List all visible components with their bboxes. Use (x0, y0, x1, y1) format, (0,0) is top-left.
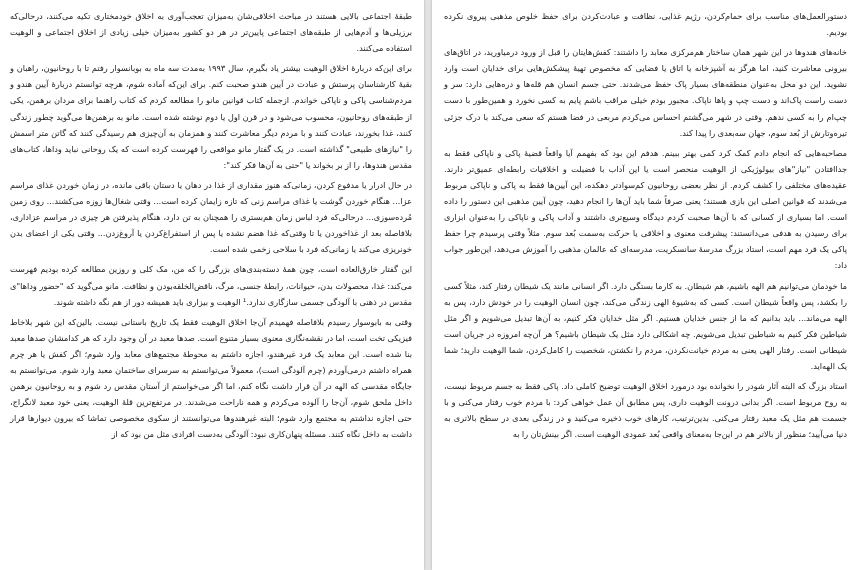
left-paragraph-5: وقتی به بابوسوار رسیدم بلافاصله فهمیدم آن‌جا اخلاق الوهیت فقط یک تاریخ باستانی نیست. بالین‌که این شهر بلاخاط فیزیکی تخت است، اما در نقشه‌نگاری معنوی بسیار متنوع است. صدها معبد در آن وجود دارد که هر کدامشان صدها معبد بنا شده است. این معابد یک فرد غیرهندو، اجازه داشتم به محوطهٔ مجتمع‌های معابد وارد شوم؛ اگر کفش یا هر چرم همراه داشتم درمی‌آوردم (چرم آلودگی است)، معمولاً می‌توانستم به سرسرای ساختمان معبد وارد شوم. می‌توانستم به جایگاه مقدسی که الهه در آن قرار داشت نگاه کنم، اما اگر می‌خواستم از آستان مقدس رد شوم و به روحانیون برهمن داخل ملحق شوم، آن‌جا را آلوده می‌کردم و همه ناراحت می‌شدند. در مرتفع‌ترین قلهٔ الوهیت، یعنی خود معبد لانگراج، حتی اجازه نداشتم به مجتمع وارد شوم؛ البته غیرهندوها می‌توانستند از سکوی مخصوصی تماشا که بیرون دیوارها قرار داشت به داخل نگاه کنند. مسئله پنهان‌کاری نبود: آلودگی به‌دست افرادی مثل من بود که از (10, 316, 412, 440)
left-paragraph-4: این گفتار خارق‌العاده است، چون همهٔ دسته‌بندی‌های بزرگی را که من، مک کلی و روزین مطالعه کرده بودیم فهرست می‌کند: غذا، محصولات بدن، حیوانات، رابطهٔ جنسی، مرگ، ناقض‌الخلقه‌بودن و نظافت. مانو می‌گوید که "حضور وداها"ی مقدس در ذهنی با آلودگی جسمی سازگاری ندارد.¹ الوهیت و بیزاری باید همیشه دور از هم نگه داشته شوند. (10, 264, 412, 307)
left-paragraph-2: برای این‌که دربارهٔ اخلاق الوهیت بیشتر یاد بگیرم، سال ۱۹۹۳ به‌مدت سه ماه به بوبانسوار رفتم تا با روحانیون، راهبان و بقیهٔ کارشناسان پرستش و عبادت در آیین هندو صحبت کنم. برای این‌که آماده شوم، هرچه توانستم دربارهٔ آیین هندو و مردم‌شناسی پاکی و ناپاکی خواندم. ازجمله کتاب قوانین مانو را مطالعه کردم که کتاب راهنما برای مردان برهمن، یکی از طبقه‌های روحانیون، محسوب می‌شود و در قرن اول یا دوم نوشته شده است. مانو به برهمن‌ها می‌گوید چطور زندگی کنند، غذا بخورند، عبادت کنند و با مردم دیگر معاشرت کنند و همزمان به آن‌چیزی هم رسیدگی کنند که گاتن متر اسمش را "نیازهای طبیعی" گذاشته است. در یک گفتار مانو مواقعی را فهرست کرده است که یک روحانی نباید وداها، کتاب‌های مقدس هندوها، را از بر بخواند یا "حتی به آن‌ها فکر کند": (10, 63, 412, 170)
right-paragraph-2: خانه‌های هندوها در این شهر همان ساختار هم‌مرکزی معابد را داشتند: کفش‌هایتان را قبل از ورود درمیاورید، در اتاق‌های بیرونی معاشرت کنید، اما هرگز به آشپزخانه یا اتاق یا فضایی که مخصوص تهیهٔ پیشکش‌هایی برای خدایان است وارد نشوید. این دو محل به‌عنوان منطقه‌های بسیار پاک حفظ می‌شدند. حتی جسم انسان هم قله‌ها و دره‌هایی دارد: سر و دست راست پاک‌اند و دست چپ و پاها ناپاک. مجبور بودم خیلی مراقب باشم پایم به کسی نخورد و همین‌طور با دست چپ‌ام را به کسی ندهم. وقتی در شهر می‌گشتم احساس می‌کردم مربعی در فضا هستم که سعی می‌کند با درک جزئی تیره‌وتارش از بُعد سوم، جهان سه‌بعدی را پیدا کند. (444, 47, 847, 138)
right-paragraph-1: دستورالعمل‌های مناسب برای حمام‌کردن، رژیم غذایی، نظافت و عبادت‌کردن برای حفظ خلوص مذهبی پیروی نکرده بودیم. (444, 11, 847, 38)
right-page (432, 0, 857, 570)
right-paragraph-3: مصاحبه‌هایی که انجام دادم کمک کرد کمی بهتر ببینم. هدفم این بود که بفهمم آیا واقعاً قضیهٔ پاکی و ناپاکی فقط به جداافتادن "نیاز"های بیولوژیکی از الوهیت منحصر است یا این آداب با فضیلت و اخلاقیات رابطه‌ای عمیق‌تر دارند. عقیده‌های مختلفی را کشف کردم. از نظر بعضی روحانیون کم‌سوادتر دهکده، این آیین‌ها فقط به پاکی و ناپاکی مربوط می‌شدند که قوانین اصلی این بازی هستند؛ یعنی صرفاً شما باید آن‌ها را انجام دهید، چون آیین مذهبی این دستور را داده است. اما بسیاری از کسانی که با آن‌ها صحبت کردم دیدگاه وسیع‌تری داشتند و آداب پاکی و ناپاکی را به‌عنوان ابزاری برای رسیدن به هدفی می‌دانستند: پیشرفت معنوی و اخلاقی یا حرکت به‌سمت بُعد سوم. مثلاً وقتی پرسیدم چرا حفظ پاکی یک فرد مهم است، استاد بزرگ مدرسهٔ سانسکریت، مدرسه‌ای که عالمان مذهبی را آموزش می‌دهد، این‌طور جواب داد: (444, 147, 847, 271)
right-paragraph-5: استاد بزرگ که البته آثار شودر را نخوانده بود درمورد اخلاق الوهیت توضیح کاملی داد. پاکی فقط به جسم مربوط نیست، به روح مربوط است. اگر بدانی درونت الوهیت داری، پس مطابق آن عمل خواهی کرد: با مردم خوب رفتار می‌کنی و با جسمت هم مثل یک معبد رفتار می‌کنی. بدین‌ترتیب، کارهای خوب ذخیره می‌کنید و در زندگی بعدی در سطح بالاتری به دنیا می‌آیید؛ منظور از بالاتر هم در این‌جا به‌معنای واقعی بُعد عمودی الوهیت است. اگر بینش‌تان را به (444, 381, 847, 440)
right-paragraph-4: ما خودمان می‌توانیم هم الهه باشیم، هم شیطان. به کارما بستگی دارد. اگر انسانی مانند یک شیطان رفتار کند، مثلاً کسی را بکشد، پس واقعاً شیطان است. کسی که به‌شیوهٔ الهی زندگی می‌کند، چون انسان الوهیت را در خودش دارد، پس به الهه می‌ماند... باید بدانیم که ما از جنس خدایان هستیم. اگر مثل خدایان فکر کنیم، به آن‌ها تبدیل می‌شویم و اگر مثل شیاطین فکر کنیم به شیاطین تبدیل می‌شویم. چه اشکالی دارد مثل یک شیطان باشیم؟ هر آن‌چه امروزه در جریان است شیطانی است. رفتار الهی یعنی به مردم خیانت‌نکردن، مردم را نکشتن، شخصیت را کامل‌کردن، شما الوهیت دارید؛ شما یک الهه‌اید. (444, 280, 847, 371)
left-page (0, 0, 424, 570)
left-paragraph-1: طبقهٔ اجتماعی بالایی هستند در مباحث اخلاقی‌شان به‌میزان تعجب‌آوری به اخلاق خودمختاری تکیه می‌کنند، درحالی‌که برزیلی‌ها و آدم‌هایی از طبقه‌های اجتماعی پایین‌تر در هر دو کشور به‌میزان خیلی زیادی از اخلاق اجتماعی و الوهیت استفاده می‌کنند. (10, 11, 412, 54)
left-paragraph-3: در حال ادرار یا مدفوع کردن، زمانی‌که هنوز مقداری از غذا در دهان یا دستان باقی مانده، در زمان خوردن غذای مراسم عزا... هنگام خوردن گوشت یا غذای مراسم زنی که تازه زایمان کرده است... وقتی شغال‌ها زوزه می‌کشند... روی زمین مُرده‌سوزی... درحالی‌که فرد لباس زمان هم‌بستری را همچنان به تن دارد، هنگام پذیرفتن هر چیزی در مراسم عزاداری، بلافاصله بعد از غذاخوردن یا تا وقتی‌که غذا هضم نشده یا پس از استفراغ‌کردن یا آروغ‌زدن... وقتی یکی از اعضای بدن خونریزی می‌کند یا زمانی‌که فرد با سلاحی زخمی شده است. (10, 179, 412, 255)
